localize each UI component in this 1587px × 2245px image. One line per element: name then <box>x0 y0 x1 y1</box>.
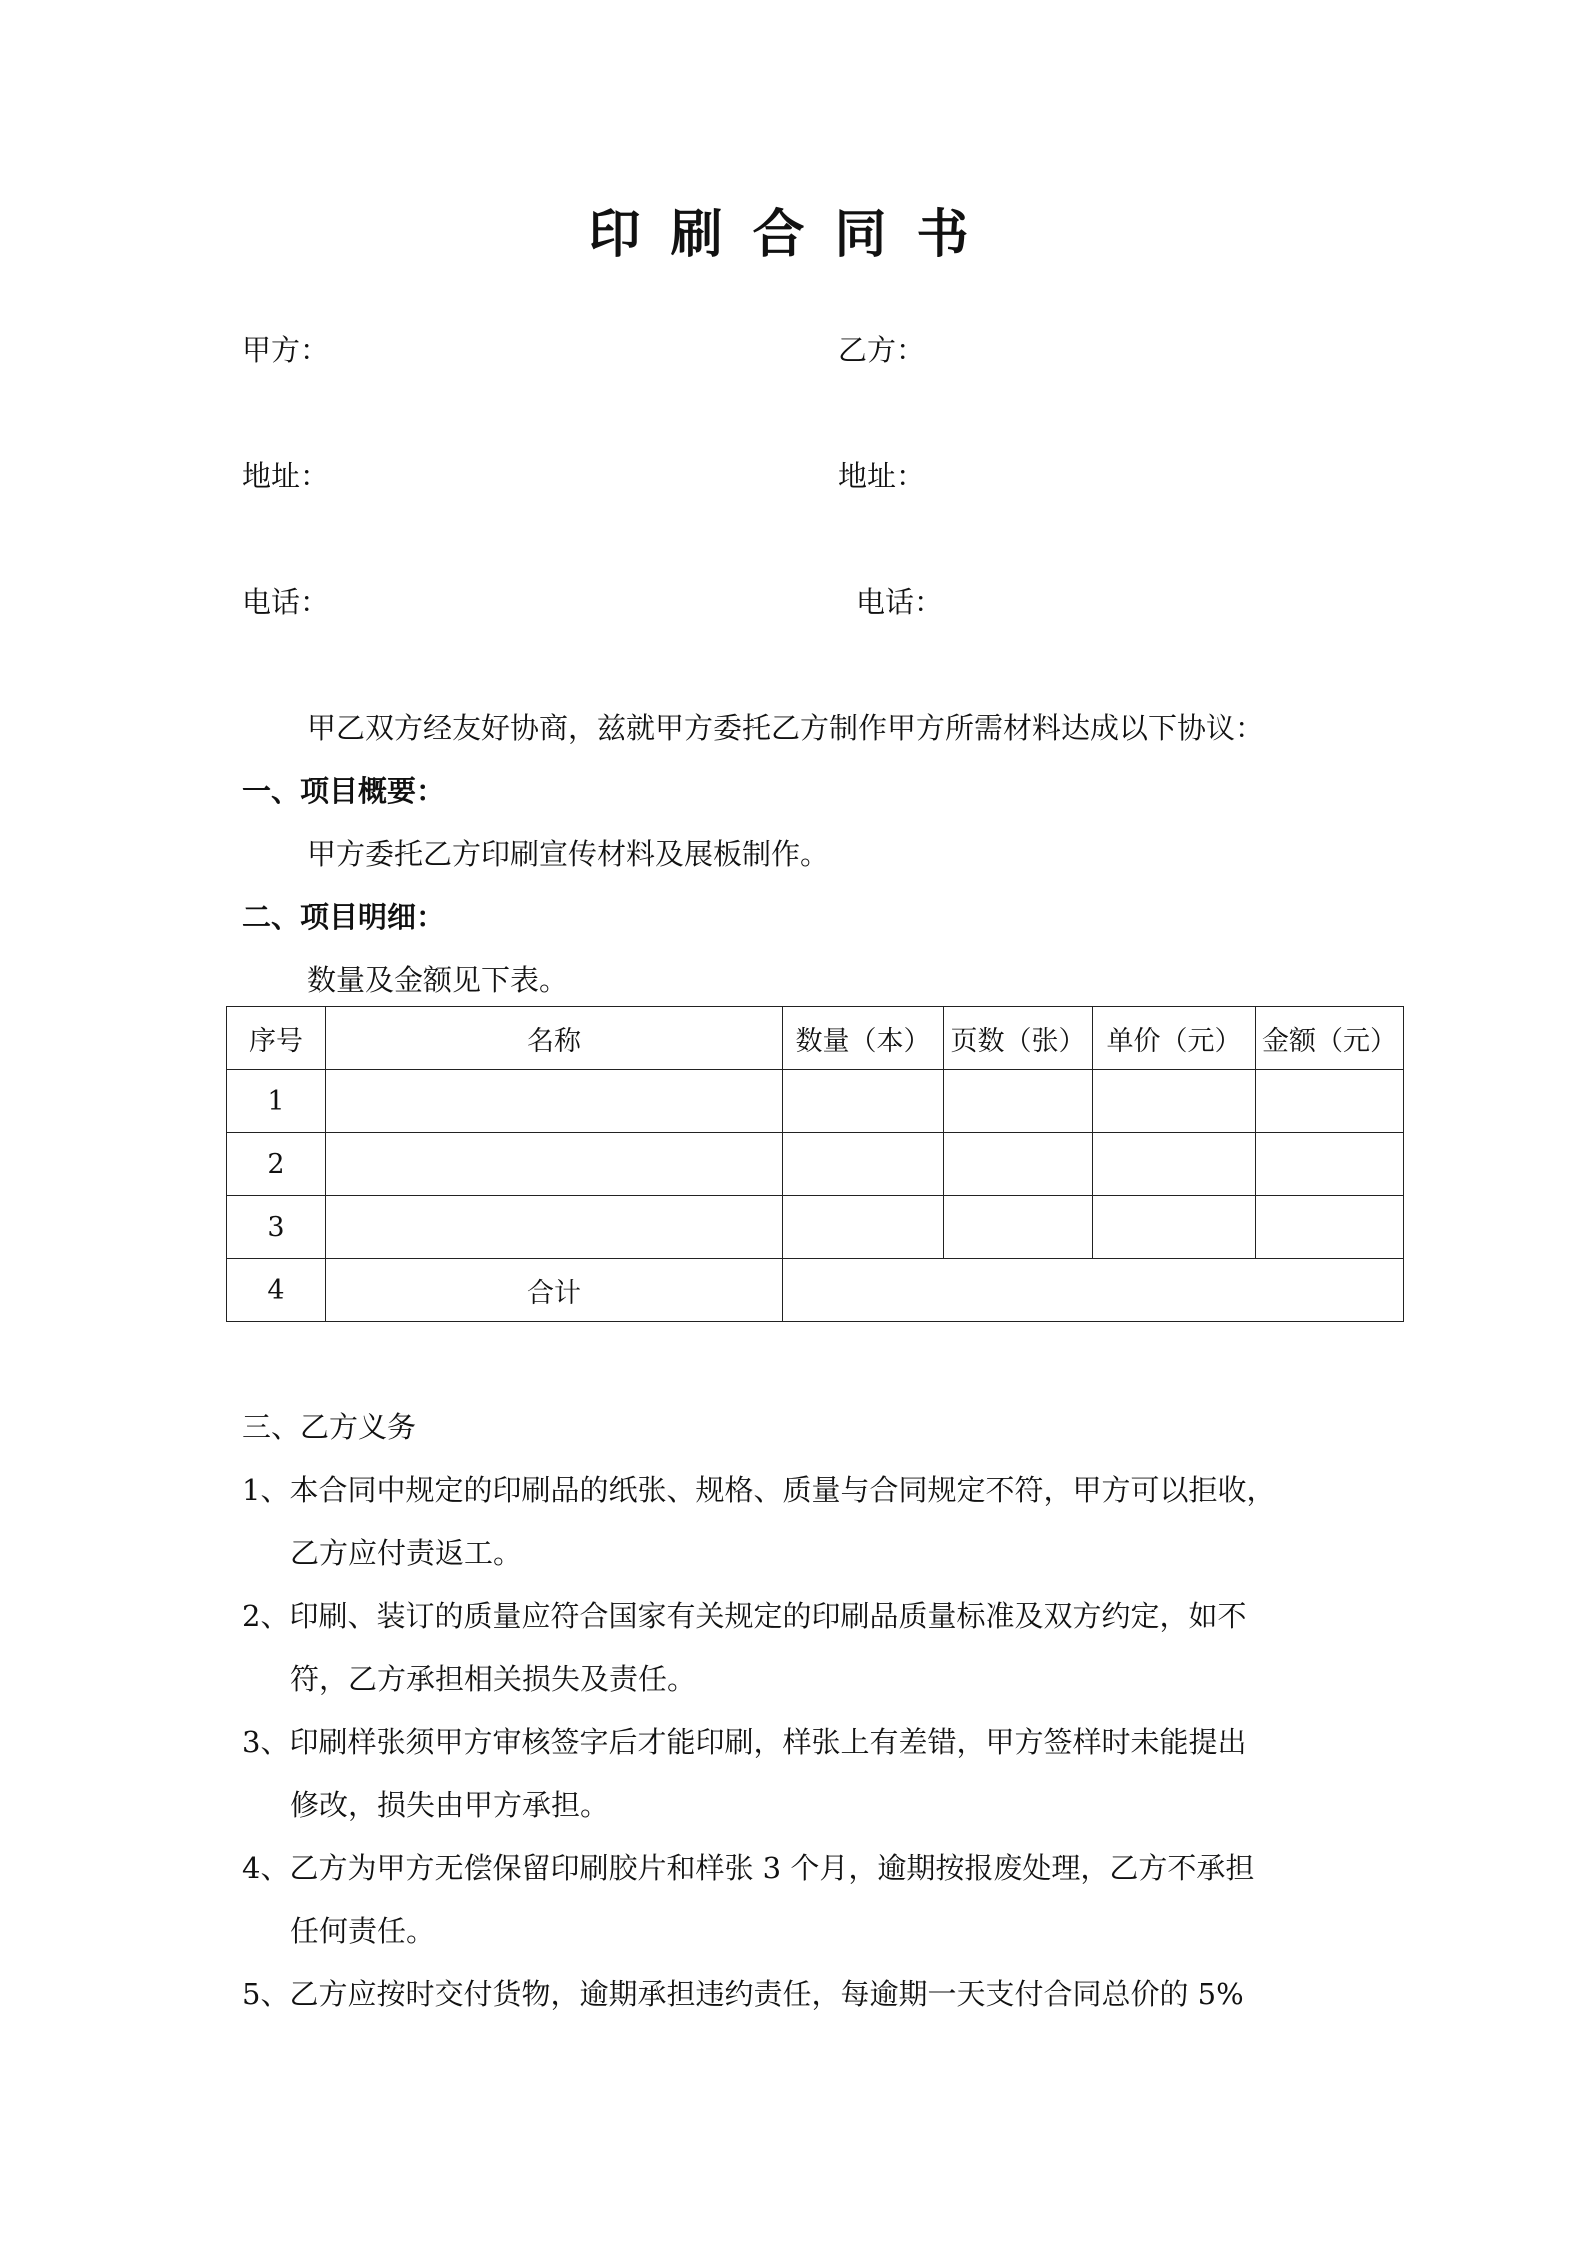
total-label: 合计 <box>326 1259 783 1322</box>
address-b-label: 地址： <box>838 459 926 493</box>
header-name: 名称 <box>326 1007 783 1070</box>
row-quantity-cell <box>783 1196 944 1259</box>
row-pages-cell <box>944 1133 1093 1196</box>
section2-heading: 二、项目明细： <box>242 900 446 934</box>
table-row <box>227 1070 1404 1133</box>
section3-heading: 三、乙方义务 <box>242 1410 417 1444</box>
header-no: 序号 <box>227 1007 326 1070</box>
clause-3-line2: 修改，损失由甲方承担。 <box>290 1788 610 1822</box>
section1-heading: 一、项目概要： <box>242 774 446 808</box>
row-pages-cell <box>944 1070 1093 1133</box>
document-title: 印刷合同书 <box>588 204 999 265</box>
table-header-row <box>227 1007 1404 1070</box>
clause-1-line2: 乙方应付责返工。 <box>290 1536 523 1570</box>
clause-2-line1: 2、印刷、装订的质量应符合国家有关规定的印刷品质量标准及双方约定，如不 <box>242 1599 1247 1633</box>
phone-a-label: 电话： <box>242 585 330 619</box>
row-name-cell <box>326 1196 783 1259</box>
row-pages-cell <box>944 1196 1093 1259</box>
row-unit-price-cell <box>1093 1133 1256 1196</box>
row-unit-price-cell <box>1093 1196 1256 1259</box>
row-no: 3 <box>227 1196 326 1259</box>
row-no: 2 <box>227 1133 326 1196</box>
clause-1-line1: 1、本合同中规定的印刷品的纸张、规格、质量与合同规定不符，甲方可以拒收， <box>242 1473 1276 1507</box>
intro-paragraph: 甲乙双方经友好协商，兹就甲方委托乙方制作甲方所需材料达成以下协议： <box>307 711 1265 745</box>
section1-text: 甲方委托乙方印刷宣传材料及展板制作。 <box>307 837 830 871</box>
clause-4-line1: 4、乙方为甲方无偿保留印刷胶片和样张 3 个月，逾期按报废处理，乙方不承担 <box>242 1851 1255 1885</box>
table-row <box>227 1196 1404 1259</box>
party-a-label: 甲方： <box>242 333 330 367</box>
total-value-cell <box>783 1259 1404 1322</box>
row-no: 1 <box>227 1070 326 1133</box>
row-quantity-cell <box>783 1133 944 1196</box>
row-amount-cell <box>1256 1196 1404 1259</box>
header-quantity: 数量（本） <box>783 1007 944 1070</box>
table-total-row <box>227 1259 1404 1322</box>
items-table <box>226 1006 1404 1322</box>
header-amount: 金额（元） <box>1256 1007 1404 1070</box>
row-amount-cell <box>1256 1070 1404 1133</box>
section2-text: 数量及金额见下表。 <box>307 963 569 997</box>
total-row-no: 4 <box>227 1259 326 1322</box>
row-name-cell <box>326 1133 783 1196</box>
clause-2-line2: 符，乙方承担相关损失及责任。 <box>290 1662 697 1696</box>
row-quantity-cell <box>783 1070 944 1133</box>
header-pages: 页数（张） <box>944 1007 1093 1070</box>
table-row <box>227 1133 1404 1196</box>
row-amount-cell <box>1256 1133 1404 1196</box>
clause-5-line1: 5、乙方应按时交付货物，逾期承担违约责任，每逾期一天支付合同总价的 5% <box>242 1977 1244 2011</box>
header-unit-price: 单价（元） <box>1093 1007 1256 1070</box>
party-b-label: 乙方： <box>838 333 926 367</box>
row-unit-price-cell <box>1093 1070 1256 1133</box>
clause-3-line1: 3、印刷样张须甲方审核签字后才能印刷，样张上有差错，甲方签样时未能提出 <box>242 1725 1247 1759</box>
phone-b-label: 电话： <box>856 585 944 619</box>
address-a-label: 地址： <box>242 459 330 493</box>
row-name-cell <box>326 1070 783 1133</box>
clause-4-line2: 任何责任。 <box>290 1914 436 1948</box>
